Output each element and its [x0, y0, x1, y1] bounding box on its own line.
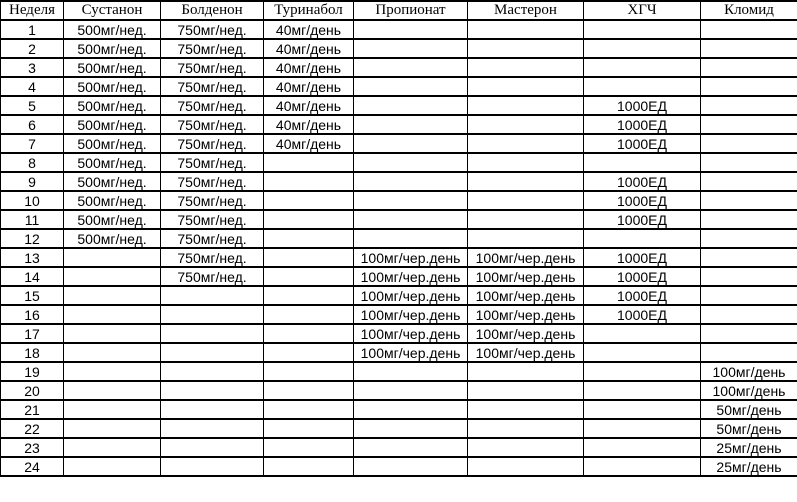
dosage-cell	[354, 457, 468, 476]
table-row	[1, 134, 797, 153]
dosage-cell: 750мг/нед.	[161, 58, 264, 77]
dosage-cell	[161, 419, 264, 438]
dosage-cell	[701, 96, 797, 115]
table-row	[1, 210, 797, 229]
dosage-cell: 750мг/нед.	[161, 39, 264, 58]
dosage-cell	[64, 438, 161, 457]
dosage-cell: 50мг/день	[701, 400, 797, 419]
column-header-masteron: Мастерон	[468, 1, 584, 20]
dosage-cell	[64, 419, 161, 438]
dosage-cell	[701, 39, 797, 58]
dosage-cell	[584, 438, 701, 457]
dosage-cell	[468, 39, 584, 58]
dosage-cell: 500мг/нед.	[64, 115, 161, 134]
table-row	[1, 20, 797, 39]
dosage-cell	[161, 324, 264, 343]
dosage-cell: 1000ЕД	[584, 115, 701, 134]
week-number-cell: 23	[1, 438, 64, 457]
dosage-cell	[468, 457, 584, 476]
dosage-cell	[584, 20, 701, 39]
table-row	[1, 343, 797, 362]
dosage-cell	[264, 457, 354, 476]
dosage-cell	[584, 39, 701, 58]
dosage-cell	[701, 191, 797, 210]
dosage-cell	[701, 324, 797, 343]
dosage-cell	[354, 172, 468, 191]
dosage-cell	[64, 248, 161, 267]
dosage-cell: 750мг/нед.	[161, 267, 264, 286]
dosage-cell	[701, 134, 797, 153]
table-row	[1, 58, 797, 77]
dosage-cell: 500мг/нед.	[64, 172, 161, 191]
dosage-cell	[264, 286, 354, 305]
dosage-cell: 500мг/нед.	[64, 153, 161, 172]
week-number-cell: 2	[1, 39, 64, 58]
dosage-cell: 40мг/день	[264, 134, 354, 153]
dosage-cell	[64, 400, 161, 419]
dosage-cell	[264, 400, 354, 419]
dosage-cell	[584, 77, 701, 96]
week-number-cell: 13	[1, 248, 64, 267]
table-row	[1, 115, 797, 134]
week-number-cell: 11	[1, 210, 64, 229]
dosage-cell	[468, 419, 584, 438]
dosage-cell	[354, 381, 468, 400]
dosage-cell	[354, 39, 468, 58]
dosage-cell	[468, 20, 584, 39]
table-row	[1, 419, 797, 438]
dosage-cell: 750мг/нед.	[161, 210, 264, 229]
dosage-cell	[468, 400, 584, 419]
dosage-cell	[584, 457, 701, 476]
dosage-cell	[161, 438, 264, 457]
dosage-cell	[264, 267, 354, 286]
dosage-cell: 500мг/нед.	[64, 210, 161, 229]
dosage-cell: 750мг/нед.	[161, 96, 264, 115]
dosage-cell	[468, 77, 584, 96]
table-row	[1, 324, 797, 343]
dosage-cell	[64, 381, 161, 400]
dosage-cell: 1000ЕД	[584, 191, 701, 210]
dosage-cell	[354, 96, 468, 115]
table-row	[1, 77, 797, 96]
dosage-cell	[584, 400, 701, 419]
dosage-cell	[161, 381, 264, 400]
table-row	[1, 362, 797, 381]
dosage-cell: 750мг/нед.	[161, 172, 264, 191]
dosage-cell	[701, 20, 797, 39]
dosage-cell	[64, 267, 161, 286]
week-number-cell: 16	[1, 305, 64, 324]
column-header-turinabol: Туринабол	[264, 1, 354, 20]
dosage-cell	[161, 400, 264, 419]
dosage-cell	[468, 210, 584, 229]
dosage-cell: 1000ЕД	[584, 96, 701, 115]
dosage-cell	[264, 210, 354, 229]
dosage-cell	[468, 362, 584, 381]
dosage-cell: 100мг/чер.день	[354, 267, 468, 286]
dosage-cell	[701, 248, 797, 267]
dosage-cell	[584, 381, 701, 400]
dosage-cell: 100мг/чер.день	[468, 343, 584, 362]
dosage-cell: 100мг/день	[701, 381, 797, 400]
dosage-cell	[161, 362, 264, 381]
dosage-cell: 25мг/день	[701, 438, 797, 457]
table-row	[1, 267, 797, 286]
column-header-sustanon: Сустанон	[64, 1, 161, 20]
dosage-cell: 750мг/нед.	[161, 134, 264, 153]
week-number-cell: 10	[1, 191, 64, 210]
dosage-cell	[468, 115, 584, 134]
dosage-cell	[264, 229, 354, 248]
dosage-cell	[354, 362, 468, 381]
dosage-cell	[264, 248, 354, 267]
dosage-cell	[701, 115, 797, 134]
dosage-cell	[468, 134, 584, 153]
dosage-cell: 750мг/нед.	[161, 115, 264, 134]
dosage-cell: 50мг/день	[701, 419, 797, 438]
dosage-cell	[161, 305, 264, 324]
week-number-cell: 22	[1, 419, 64, 438]
week-number-cell: 9	[1, 172, 64, 191]
table-row	[1, 39, 797, 58]
dosage-cell	[584, 58, 701, 77]
week-number-cell: 20	[1, 381, 64, 400]
dosage-cell	[264, 172, 354, 191]
dosage-cell	[584, 229, 701, 248]
dosage-cell	[701, 267, 797, 286]
dosage-cell: 1000ЕД	[584, 134, 701, 153]
table-row	[1, 305, 797, 324]
dosage-cell: 100мг/чер.день	[468, 305, 584, 324]
dosage-cell: 500мг/нед.	[64, 134, 161, 153]
column-header-propionate: Пропионат	[354, 1, 468, 20]
week-number-cell: 7	[1, 134, 64, 153]
dosage-cell: 500мг/нед.	[64, 77, 161, 96]
week-number-cell: 14	[1, 267, 64, 286]
dosage-cell	[161, 343, 264, 362]
dosage-cell: 40мг/день	[264, 96, 354, 115]
dosage-cell: 500мг/нед.	[64, 96, 161, 115]
dosage-cell: 500мг/нед.	[64, 39, 161, 58]
dosage-cell: 750мг/нед.	[161, 229, 264, 248]
dosage-cell	[264, 362, 354, 381]
dosage-cell: 1000ЕД	[584, 267, 701, 286]
week-number-cell: 17	[1, 324, 64, 343]
table-row	[1, 457, 797, 476]
week-number-cell: 3	[1, 58, 64, 77]
dosage-cell	[354, 400, 468, 419]
dosage-cell	[354, 210, 468, 229]
dosage-cell: 1000ЕД	[584, 305, 701, 324]
table-row	[1, 96, 797, 115]
dosage-cell	[354, 20, 468, 39]
dosage-cell	[701, 58, 797, 77]
dosage-cell	[264, 305, 354, 324]
dosage-cell	[264, 153, 354, 172]
dosage-cell	[161, 457, 264, 476]
dosage-cell	[64, 343, 161, 362]
dosage-cell	[701, 343, 797, 362]
dosage-cell	[701, 305, 797, 324]
dosage-cell: 100мг/чер.день	[354, 343, 468, 362]
table-row	[1, 191, 797, 210]
dosage-cell	[701, 286, 797, 305]
dosage-cell	[701, 77, 797, 96]
dosage-cell: 40мг/день	[264, 39, 354, 58]
dosage-cell	[584, 153, 701, 172]
dosage-cell: 40мг/день	[264, 58, 354, 77]
dosage-cell	[701, 229, 797, 248]
dosage-cell	[161, 286, 264, 305]
dosage-cell: 750мг/нед.	[161, 20, 264, 39]
column-header-week: Неделя	[1, 1, 64, 20]
dosage-cell: 40мг/день	[264, 77, 354, 96]
dosage-cell	[354, 153, 468, 172]
dosage-cell: 100мг/чер.день	[354, 324, 468, 343]
dosage-cell	[468, 381, 584, 400]
dosage-cell: 25мг/день	[701, 457, 797, 476]
dosage-cell	[354, 134, 468, 153]
column-header-hcg: ХГЧ	[584, 1, 701, 20]
dosage-cell: 40мг/день	[264, 115, 354, 134]
dosage-cell	[468, 58, 584, 77]
week-number-cell: 12	[1, 229, 64, 248]
dosage-cell	[468, 191, 584, 210]
dosage-cell: 100мг/чер.день	[468, 267, 584, 286]
dosage-cell	[354, 419, 468, 438]
dosage-cell	[468, 172, 584, 191]
dosage-cell	[584, 343, 701, 362]
week-number-cell: 8	[1, 153, 64, 172]
table-row	[1, 381, 797, 400]
dosage-cell: 40мг/день	[264, 20, 354, 39]
dosage-cell: 750мг/нед.	[161, 191, 264, 210]
dosage-cell	[264, 381, 354, 400]
dosage-cell: 100мг/чер.день	[354, 305, 468, 324]
dosage-cell: 100мг/чер.день	[468, 324, 584, 343]
week-number-cell: 6	[1, 115, 64, 134]
dosage-cell: 1000ЕД	[584, 286, 701, 305]
dosage-cell	[354, 115, 468, 134]
dosage-cell: 100мг/чер.день	[354, 248, 468, 267]
dosage-cell	[64, 362, 161, 381]
dosage-cell	[468, 96, 584, 115]
dosage-cell	[468, 153, 584, 172]
table-row	[1, 400, 797, 419]
dosage-cell: 500мг/нед.	[64, 20, 161, 39]
week-number-cell: 15	[1, 286, 64, 305]
week-number-cell: 18	[1, 343, 64, 362]
week-number-cell: 4	[1, 77, 64, 96]
week-number-cell: 24	[1, 457, 64, 476]
table-row	[1, 438, 797, 457]
dosage-cell	[264, 191, 354, 210]
dosage-cell	[354, 438, 468, 457]
week-number-cell: 21	[1, 400, 64, 419]
week-number-cell: 19	[1, 362, 64, 381]
dosage-cell: 100мг/чер.день	[354, 286, 468, 305]
dosage-cell: 100мг/чер.день	[468, 248, 584, 267]
dosage-cell	[64, 286, 161, 305]
dosage-cell	[64, 305, 161, 324]
dosage-cell	[584, 362, 701, 381]
dosage-cell	[264, 438, 354, 457]
dosage-cell: 750мг/нед.	[161, 153, 264, 172]
dosage-cell: 500мг/нед.	[64, 58, 161, 77]
dosage-cell	[354, 191, 468, 210]
dosage-cell	[264, 324, 354, 343]
dosage-cell: 1000ЕД	[584, 210, 701, 229]
week-number-cell: 5	[1, 96, 64, 115]
dosage-cell	[354, 77, 468, 96]
dosage-cell	[468, 229, 584, 248]
dosage-cell: 750мг/нед.	[161, 248, 264, 267]
table-body	[1, 20, 797, 476]
dosage-cell: 100мг/чер.день	[468, 286, 584, 305]
table-row	[1, 172, 797, 191]
dosage-cell	[264, 343, 354, 362]
table-row	[1, 229, 797, 248]
table-row	[1, 286, 797, 305]
dosage-cell	[701, 153, 797, 172]
dosage-cell: 100мг/день	[701, 362, 797, 381]
dosage-cell	[354, 229, 468, 248]
dosage-cell	[701, 172, 797, 191]
dosage-cell: 750мг/нед.	[161, 77, 264, 96]
dosage-cell	[64, 324, 161, 343]
table-row	[1, 153, 797, 172]
week-number-cell: 1	[1, 20, 64, 39]
dosage-cell: 500мг/нед.	[64, 191, 161, 210]
dosage-cell: 1000ЕД	[584, 172, 701, 191]
dosage-cell	[584, 324, 701, 343]
dosage-cell	[468, 438, 584, 457]
table-row	[1, 248, 797, 267]
column-header-boldenone: Болденон	[161, 1, 264, 20]
column-header-clomid: Кломид	[701, 1, 797, 20]
dosage-cell	[354, 58, 468, 77]
dosage-cell	[701, 210, 797, 229]
dosage-cell: 500мг/нед.	[64, 229, 161, 248]
dosage-cell	[584, 419, 701, 438]
dosage-cell	[64, 457, 161, 476]
table-header-row	[1, 1, 797, 20]
dosage-cell: 1000ЕД	[584, 248, 701, 267]
dosage-cell	[264, 419, 354, 438]
